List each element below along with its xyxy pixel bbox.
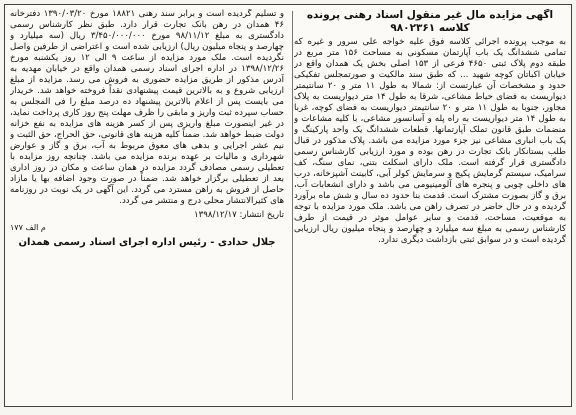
publish-date: تاریخ انتشار: ۱۳۹۸/۱۲/۱۷ [194, 210, 284, 220]
right-column [294, 9, 566, 402]
notice-page [4, 4, 572, 407]
notice-title: اگهی مزایده مال غیر منقول اسناد رهنی پرونده کلاسه ۹۸۰۲۳۶۱ [306, 9, 554, 34]
left-column [10, 9, 284, 402]
signature: جلال حدادی - رئیس اداره اجرای اسناد رسمی همدان [18, 237, 276, 248]
notice-body-right: به موجب پرونده اجرائی کلاسه فوق علیه خواجه علی سرور و غیره که تمامی ششدانگ یک باب آپارتمان مسکونی به مساحت ۱۵۶ متر مربع در طبقه دوم پلاک ثبتی ۴۶۵۰ فرعی از ۱۵۳ اصلی بخش یک همدان واقع در خیابان اکباتان کوچه شهید ... که طبق سند مالکیت و صورتمجلس تفکیکی حدود و مشخصات آن عبارتست از: شمالا به طول ۱۱ متر و ۲۰ سانتیمتر دیواریست به فضای حیاط مشاعی، شرقا به طول ۱۴ متر دیواریست به پلاک مجاور، جنوبا به طول ۱۱ متر و ۲۰ سانتیمتر دیواریست به فضای کوچه، غربا به طول ۱۴ متر دیواریست به راه پله و آسانسور مشاعی، با کلیه مشاعات و منضمات طبق قانون تملک آپارتمانها. قطعات ششدانگ یک واحد پارکینگ و یک باب انباری مشاعی نیز جزء مورد مزایده می باشد. پلاک مذکور در قبال طلب بستانکار بانک تجارت در رهن بوده و مورد ارزیابی کارشناس رسمی دادگستری قرار گرفته است. ملک دارای اسکلت بتنی، نمای سنگ، کف سرامیک، سیستم گرمایش پکیج و سرمایش کولر آبی، کابینت آشپزخانه، درب های داخلی چوبی و پنجره های آلومینیومی می باشد و دارای انشعابات آب، برق و گاز بصورت مشترک است. قدمت بنا حدود ده سال و شش ماه برآورد گردیده و در حال حاضر در تصرف راهن می باشد. ملک مورد مزایده با توجه به موقعیت، مساحت، قدمت و سایر عوامل موثر در قیمت از طرف کارشناس رسمی به مبلغ سه میلیارد و چهارصد و پنجاه میلیون ریال ارزیابی گردیده است و در سوابق ثبتی بازداشت دیگری ندارد. [294, 37, 566, 245]
notice-body-left: و تسلیم گردیده است و برابر سند رهنی ۱۸۸۲۱ مورخ ۱۳۹۰/۰۳/۲۰ دفترخانه ۴۶ همدان در رهن بانک تجارت قرار دارد. طبق نظر کارشناس رسمی دادگستری به مبلغ ۹۸/۱۱/۱۲ مورخ ۳/۴۵۰/۰۰۰/۰۰۰ ریال (سه میلیارد و چهارصد و پنجاه میلیون ریال) ارزیابی شده است و اعتراضی از طرفین واصل نگردیده است. ملک مورد مزایده از ساعت ۹ الی ۱۲ روز یکشنبه مورخ ۱۳۹۸/۱۲/۲۶ در اداره اجرای اسناد رسمی همدان واقع در خیابان مهدیه به آدرس مذکور از طریق مزایده حضوری به فروش می رسد. مزایده از مبلغ ارزیابی شروع و به بالاترین قیمت پیشنهادی نقداً فروخته خواهد شد. خریدار می بایست پس از اعلام بالاترین پیشنهاد ده درصد مبلغ را فی المجلس به حساب سپرده ثبت واریز و مابقی را ظرف مهلت پنج روز کاری پرداخت نماید، در غیر اینصورت مبلغ واریزی پس از کسر هزینه های مزایده به نفع خزانه دولت ضبط خواهد شد. ضمناً کلیه هزینه های قانونی، حق الحراج، حق الثبت و نیم عشر اجرایی و بدهی های معوق مربوط به آب، برق و گاز و عوارض شهرداری و مالیات بر عهده برنده مزایده می باشد. چنانچه روز مزایده با تعطیلی رسمی مصادف گردد مزایده در همان ساعت و مکان در روز اداری بعد از تعطیلی برگزار خواهد شد. ضمناً در صورت وجود اضافه بها یا مازاد حاصل از فروش به راهن مسترد می گردد. این آگهی در یک نوبت در روزنامه های کثیرالانتشار محلی درج و منتشر می گردد. [10, 9, 284, 206]
column-divider [292, 11, 293, 400]
office-code: م الف ۱۷۷ [10, 223, 46, 232]
